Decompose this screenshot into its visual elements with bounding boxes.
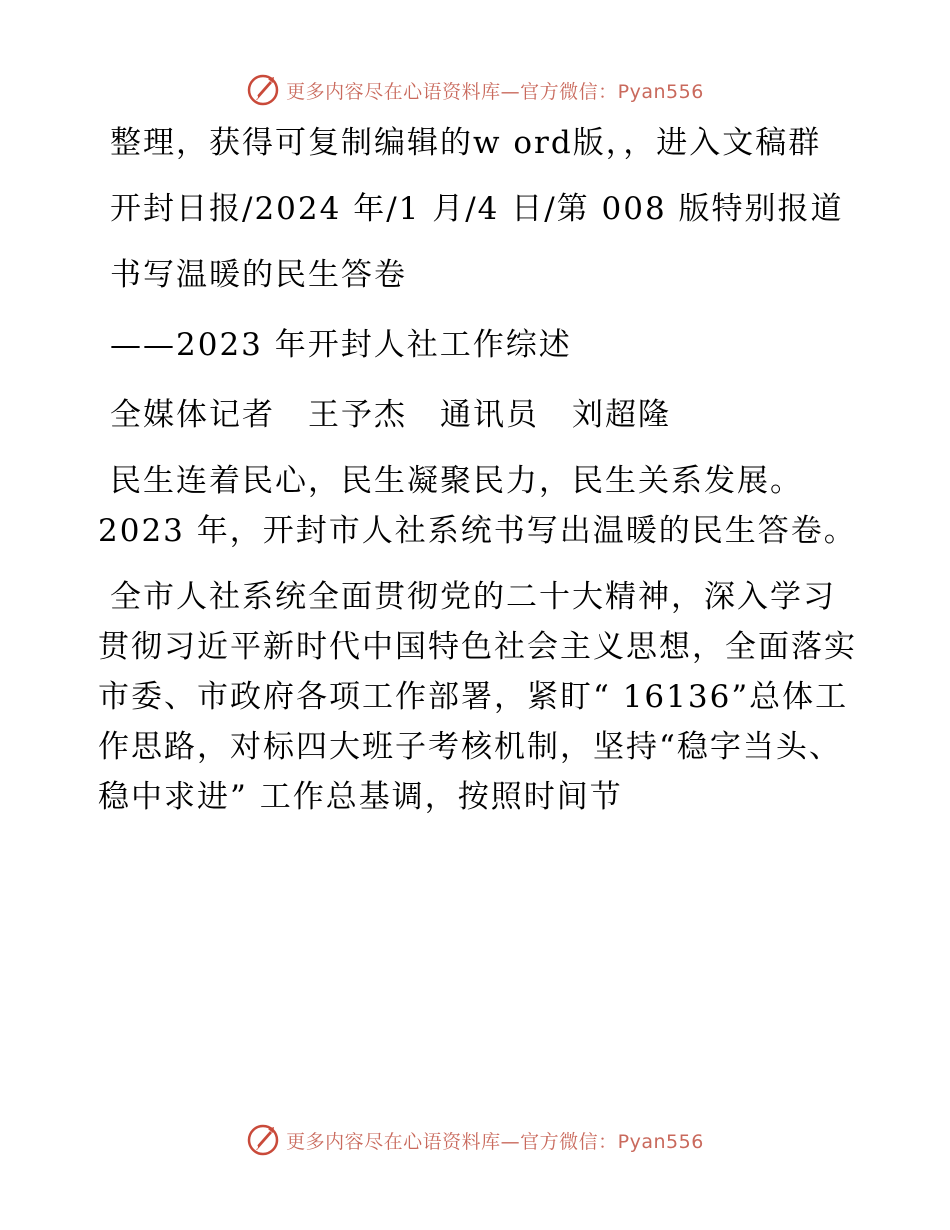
paragraph-body: 全市人社系统全面贯彻党的二十大精神，深入学习贯彻习近平新时代中国特色社会主义思想，全面落实市委、市政府各项工作部署，紧盯“ 16136”总体工作思路，对标四大班子考核机制，坚持“稳字当头、稳中求进” 工作总基调，按照时间节 (98, 579, 857, 815)
watermark-text: 更多内容尽在心语资料库—官方微信：Pyan556 (286, 80, 704, 103)
intro-note: 整理，获得可复制编辑的w ord版，，进入文稿群 (110, 125, 822, 161)
header-watermark-banner (0, 70, 950, 110)
byline: 全媒体记者 王予杰 通讯员 刘超隆 (110, 397, 671, 433)
article-subtitle: ——2023 年开封人社工作综述 (110, 327, 572, 363)
footer-watermark-banner (0, 1120, 950, 1160)
wechat-id: Pyan556 (617, 80, 704, 103)
quill-logo-icon (246, 1123, 280, 1157)
paragraph-lead: 民生连着民心，民生凝聚民力，民生关系发展。2023 年，开封市人社系统书写出温暖的民生答卷。 (98, 463, 857, 549)
watermark-text: 更多内容尽在心语资料库—官方微信：Pyan556 (286, 1130, 704, 1153)
article-title: 书写温暖的民生答卷 (110, 257, 407, 293)
quill-logo-icon (246, 73, 280, 107)
wechat-id: Pyan556 (617, 1130, 704, 1153)
source-line: 开封日报/2024 年/1 月/4 日/第 008 版特别报道 (110, 191, 844, 227)
document-body (98, 118, 858, 838)
